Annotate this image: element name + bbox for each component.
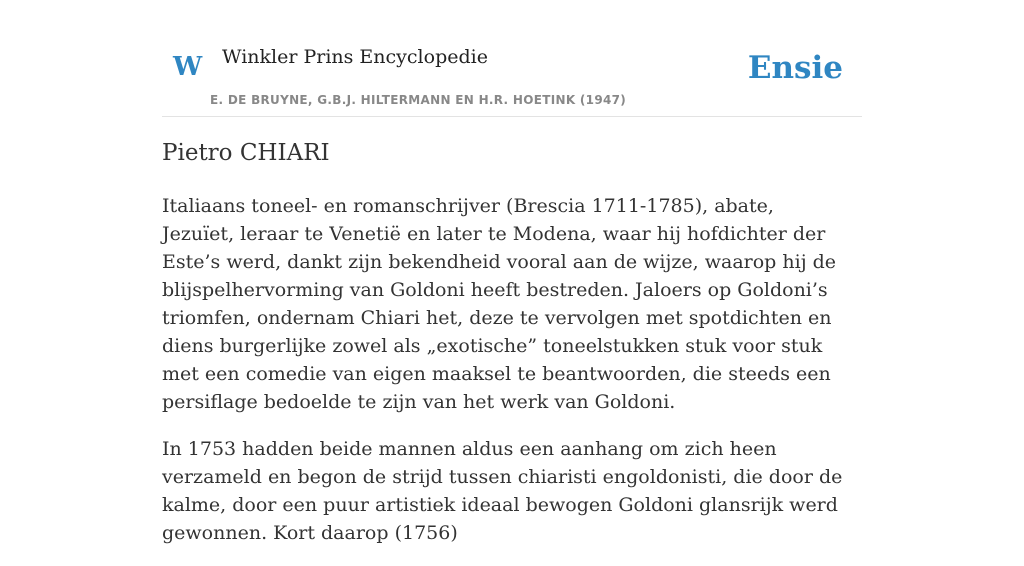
article-paragraph: Italiaans toneel- en romanschrijver (Brescia 1711-1785), abate, Jezuïet, leraar te Venetië en later te Modena, waar hij hofdichter der Este’s werd, dankt zijn bekendheid vooral aan de wijze, waarop hij de blijspelhervorming van Goldoni heeft bestreden. Jaloers op Goldoni’s triomfen, ondernam Chiari het, deze te vervolgen met spotdichten en diens burgerlijke zowel als „exotische” toneelstukken stuk voor stuk met een comedie van eigen maaksel te beantwoorden, die steeds een persiflage bedoelde te zijn van het werk van Goldoni.	[162, 195, 837, 413]
ensie-logo[interactable]: Ensie	[747, 50, 843, 86]
publication-title[interactable]: Winkler Prins Encyclopedie	[222, 46, 488, 68]
article-title: Pietro CHIARI	[162, 140, 330, 166]
header	[162, 0, 862, 117]
article-paragraph: In 1753 hadden beide mannen aldus een aanhang om zich heen verzameld en begon de strijd tussen chiaristi engoldonisti, die door de kalme, door een puur artistiek ideaal bewogen Goldoni glansrijk werd gewonnen. Kort daarop (1756)	[162, 438, 843, 544]
article-body	[162, 192, 852, 566]
publication-authors: E. DE BRUYNE, G.B.J. HILTERMANN EN H.R. HOETINK (1947)	[210, 93, 627, 107]
publication-logo[interactable]: W	[173, 52, 203, 82]
